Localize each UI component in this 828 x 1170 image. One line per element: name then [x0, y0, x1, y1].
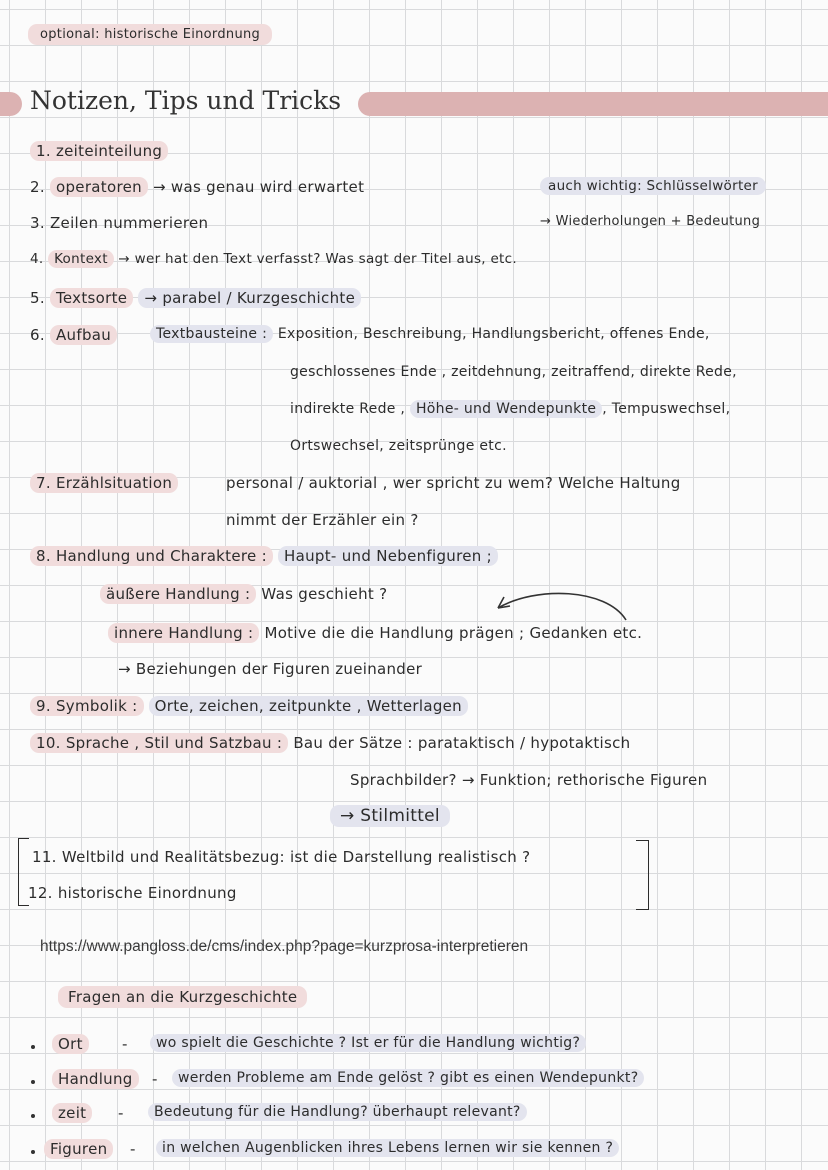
item-6-line-3a: indirekte Rede , [290, 401, 406, 417]
item-3: 3. Zeilen nummerieren [30, 214, 209, 232]
item-9-text: Orte, zeichen, zeitpunkte , Wetterlagen [149, 696, 468, 716]
item-6-label-2: Textbausteine : [150, 325, 273, 343]
bullet-icon [31, 1080, 35, 1084]
questions-heading [58, 988, 307, 1006]
item-8-relations: → Beziehungen der Figuren zueinander [118, 660, 423, 678]
item-6 [30, 326, 117, 344]
item-11: 11. Weltbild und Realitätsbezug: ist die Darstellung realistisch ? [32, 848, 531, 866]
question-handlung-dash: - [152, 1070, 158, 1088]
question-zeit-text-hl: Bedeutung für die Handlung? überhaupt relevant? [148, 1103, 527, 1121]
question-row-zeit [52, 1104, 92, 1122]
questions-heading-text: Fragen an die Kurzgeschichte [58, 986, 307, 1008]
question-ort-text [150, 1035, 586, 1051]
question-handlung-text-hl: werden Probleme am Ende gelöst ? gibt es einen Wendepunkt? [172, 1069, 644, 1087]
item-9-label: 9. Symbolik : [30, 696, 144, 716]
curved-arrow-icon [486, 586, 636, 626]
source-link[interactable]: https://www.pangloss.de/cms/index.php?page=kurzprosa-interpretieren [40, 938, 529, 955]
item-6-line-1 [150, 326, 710, 342]
item-8-outer [100, 585, 387, 603]
item-10 [30, 734, 630, 752]
item-4-num: 4. [30, 251, 44, 267]
aside-1 [540, 178, 766, 194]
aside-1-label: auch wichtig: [548, 178, 642, 194]
item-6-label: Aufbau [50, 325, 117, 345]
item-6-line-1-text: Exposition, Beschreibung, Handlungsbericht, offenes Ende, [277, 326, 710, 342]
item-10-stilmittel: → Stilmittel [330, 805, 450, 827]
question-ort-dash: - [122, 1035, 128, 1053]
header-tag-text: optional: historische Einordnung [40, 27, 261, 42]
item-8-label: 8. Handlung und Charaktere : [30, 546, 273, 566]
item-5-text: → parabel / Kurzgeschichte [138, 288, 361, 308]
title-bar-right [358, 92, 828, 116]
item-6-line-3 [290, 401, 730, 417]
aside-1-box [540, 177, 766, 195]
item-7-line-1: personal / auktorial , wer spricht zu wem? Welche Haltung [226, 474, 681, 492]
item-8-inner [108, 624, 642, 642]
item-7-label: 7. Erzählsituation [30, 473, 178, 493]
item-6-line-3c: , Tempuswechsel, [602, 401, 731, 417]
bullet-icon [31, 1150, 35, 1154]
item-7-line-2: nimmt der Erzähler ein ? [226, 511, 419, 529]
item-12: 12. historische Einordnung [28, 884, 237, 902]
item-4-text: → wer hat den Text verfasst? Was sagt der Titel aus, etc. [118, 251, 517, 267]
item-4 [30, 251, 517, 267]
item-7 [30, 474, 178, 492]
item-1 [30, 142, 168, 160]
question-figuren-text [156, 1140, 619, 1156]
item-4-label: Kontext [48, 250, 114, 268]
question-ort-text-hl: wo spielt die Geschichte ? Ist er für die Handlung wichtig? [150, 1034, 586, 1052]
item-2 [30, 178, 364, 196]
question-row-figuren [44, 1140, 113, 1158]
item-8-inner-label: innere Handlung : [108, 623, 259, 643]
question-figuren-label: Figuren [44, 1139, 113, 1159]
item-10-line-3 [330, 806, 450, 826]
question-figuren-dash: - [130, 1140, 136, 1158]
item-6-line-3b: Höhe- und Wendepunkte [410, 400, 602, 418]
item-1-text: 1. zeiteinteilung [30, 141, 168, 161]
title-bar-left [0, 92, 22, 116]
item-8-inner-text: Motive die die Handlung prägen ; Gedanken etc. [264, 624, 643, 642]
item-6-num: 6. [30, 326, 45, 344]
bracket-right [636, 840, 649, 910]
item-5-num: 5. [30, 289, 45, 307]
aside-2: → Wiederholungen + Bedeutung [540, 214, 761, 229]
item-10-text: Bau der Sätze : parataktisch / hypotaktisch [293, 734, 631, 752]
item-9 [30, 697, 468, 715]
item-10-label: 10. Sprache , Stil und Satzbau : [30, 733, 288, 753]
question-handlung-label: Handlung [52, 1069, 139, 1089]
aside-1-highlight: Schlüsselwörter [646, 178, 759, 194]
item-8-outer-label: äußere Handlung : [100, 584, 256, 604]
item-5-label: Textsorte [50, 288, 133, 308]
question-zeit-text [148, 1104, 527, 1120]
header-tag [28, 24, 272, 45]
item-2-label: operatoren [50, 177, 148, 197]
bullet-icon [31, 1045, 35, 1049]
question-row-handlung [52, 1070, 139, 1088]
item-10-line-2: Sprachbilder? → Funktion; rethorische Figuren [350, 771, 708, 789]
page-title: Notizen, Tips und Tricks [30, 86, 342, 115]
item-8-highlight: Haupt- und Nebenfiguren ; [278, 546, 498, 566]
question-ort-label: Ort [52, 1034, 89, 1054]
item-2-text: → was genau wird erwartet [153, 178, 365, 196]
item-8-outer-text: Was geschieht ? [261, 585, 388, 603]
item-6-line-4: Ortswechsel, zeitsprünge etc. [290, 438, 507, 454]
question-zeit-dash: - [118, 1104, 124, 1122]
item-6-line-2: geschlossenes Ende , zeitdehnung, zeitraffend, direkte Rede, [290, 364, 737, 380]
question-row-ort [52, 1035, 89, 1053]
item-8 [30, 547, 498, 565]
question-figuren-text-hl: in welchen Augenblicken ihres Lebens lernen wir sie kennen ? [156, 1139, 619, 1157]
item-5 [30, 289, 361, 307]
question-zeit-label: zeit [52, 1103, 92, 1123]
item-2-num: 2. [30, 178, 45, 196]
question-handlung-text [172, 1070, 644, 1086]
bullet-icon [31, 1114, 35, 1118]
